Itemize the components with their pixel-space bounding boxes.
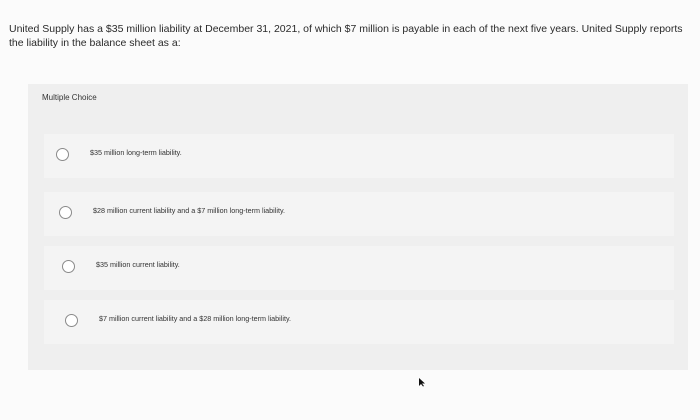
- radio-option-3-icon[interactable]: [62, 260, 75, 273]
- option-3-label: $35 million current liability.: [96, 260, 180, 269]
- mouse-pointer-icon: [418, 377, 426, 387]
- multiple-choice-header: Multiple Choice: [42, 93, 97, 102]
- multiple-choice-panel: [28, 84, 688, 370]
- radio-option-4-icon[interactable]: [65, 314, 78, 327]
- option-1-label: $35 million long-term liability.: [90, 148, 182, 157]
- option-3[interactable]: [44, 246, 674, 290]
- radio-option-1-icon[interactable]: [56, 148, 69, 161]
- question-text: United Supply has a $35 million liability at December 31, 2021, of which $7 million is payable in each of the next five years. United Supply reports the liability in the balance sheet as a:: [9, 23, 683, 49]
- option-4[interactable]: [44, 300, 674, 344]
- option-1[interactable]: [44, 134, 674, 178]
- option-2[interactable]: [44, 192, 674, 236]
- option-2-label: $28 million current liability and a $7 million long-term liability.: [93, 206, 286, 215]
- radio-option-2-icon[interactable]: [59, 206, 72, 219]
- option-4-label: $7 million current liability and a $28 million long-term liability.: [99, 314, 292, 323]
